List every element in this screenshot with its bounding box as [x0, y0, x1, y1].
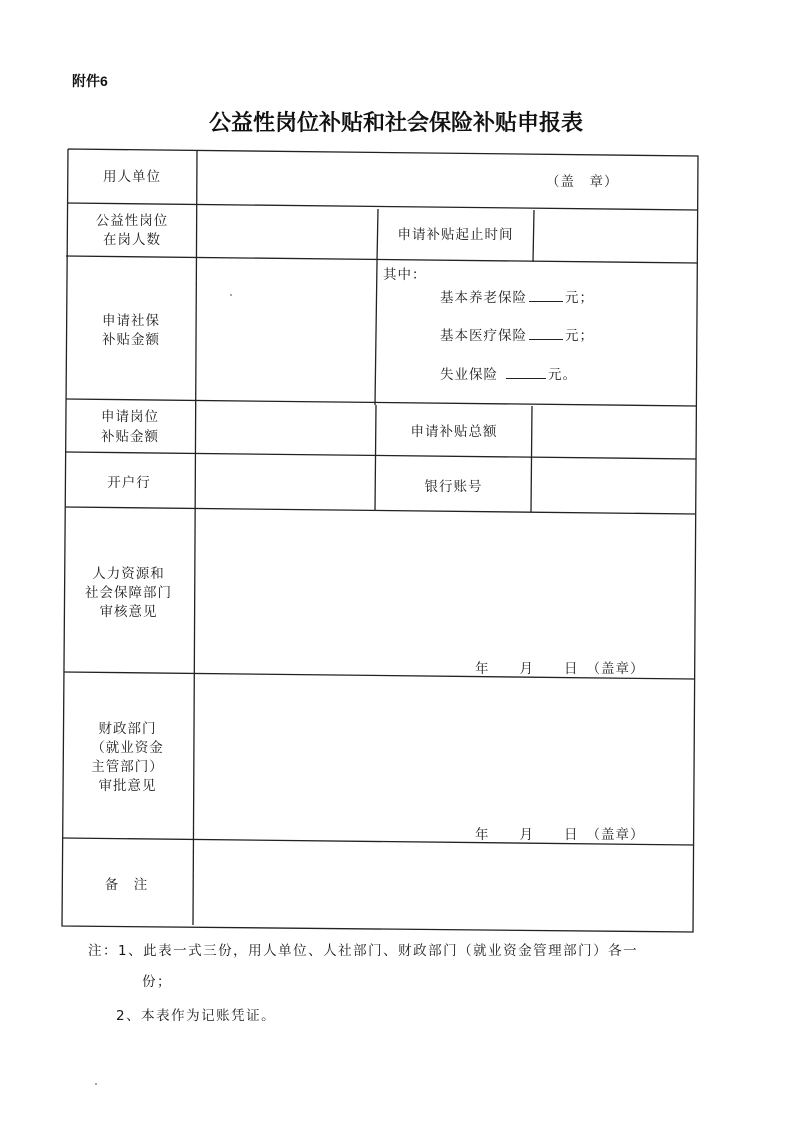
medical-amount-blank[interactable] — [529, 324, 563, 340]
note-1-line-2: 份； — [142, 974, 172, 990]
account-label: 银行账号 — [424, 479, 483, 495]
social-insurance-label-line1: 申请社保 — [102, 313, 160, 329]
pension-amount-blank[interactable] — [529, 286, 563, 302]
unemployment-unit: 元。 — [548, 367, 577, 383]
pension-label: 基本养老保险 — [440, 290, 527, 306]
employer-label: 用人单位 — [103, 169, 161, 185]
note-1-line-1: 注：1、此表一式三份，用人单位、人社部门、财政部门（就业资金管理部门）各一 — [88, 943, 639, 959]
hr-year: 年 — [475, 661, 490, 677]
hr-review-label-line2: 社会保障部门 — [85, 585, 172, 601]
unemployment-amount-blank[interactable] — [506, 363, 546, 379]
scan-speck — [95, 1083, 97, 1085]
social-insurance-label-line2: 补贴金额 — [102, 332, 160, 348]
form-title: 公益性岗位补贴和社会保险补贴申报表 — [208, 110, 583, 136]
hr-month: 月 — [519, 661, 534, 677]
hr-review-label-line1: 人力资源和 — [92, 566, 165, 582]
medical-label: 基本医疗保险 — [440, 328, 527, 344]
medical-unit: 元； — [565, 328, 594, 344]
total-subsidy-label: 申请补贴总额 — [410, 424, 498, 440]
employer-seal: （盖 章） — [546, 174, 619, 190]
finance-review-date — [475, 824, 645, 846]
hr-day: 日 — [564, 661, 579, 677]
hr-review-date — [475, 658, 645, 680]
subsidy-period-label: 申请补贴起止时间 — [397, 227, 514, 243]
bank-label: 开户行 — [107, 475, 151, 491]
finance-review-label-line1: 财政部门 — [98, 721, 157, 737]
positions-label-line2: 在岗人数 — [103, 232, 161, 248]
hr-review-label-line3: 审核意见 — [99, 604, 158, 620]
post-subsidy-label-line1: 申请岗位 — [101, 409, 159, 425]
positions-label-line1: 公益性岗位 — [95, 213, 169, 229]
scan-speck — [230, 294, 232, 296]
finance-year: 年 — [475, 827, 490, 843]
attachment-label: 附件6 — [72, 73, 108, 89]
finance-review-label-line2: （就业资金 — [91, 740, 164, 756]
remarks-label: 备 注 — [104, 877, 149, 893]
finance-review-label-line4: 审批意见 — [98, 778, 157, 794]
unemployment-line — [440, 363, 577, 386]
medical-line — [440, 324, 594, 347]
finance-day: 日 — [564, 827, 579, 843]
unemployment-label: 失业保险 — [440, 367, 498, 383]
breakdown-header: 其中： — [383, 267, 427, 283]
finance-review-label-line3: 主管部门） — [91, 759, 164, 775]
pension-unit: 元； — [565, 290, 594, 306]
note-2: 2、本表作为记账凭证。 — [116, 1008, 277, 1024]
hr-seal: （盖章） — [586, 661, 645, 677]
finance-seal: （盖章） — [586, 827, 645, 843]
finance-month: 月 — [519, 827, 534, 843]
pension-line — [440, 286, 594, 309]
post-subsidy-label-line2: 补贴金额 — [101, 429, 159, 445]
